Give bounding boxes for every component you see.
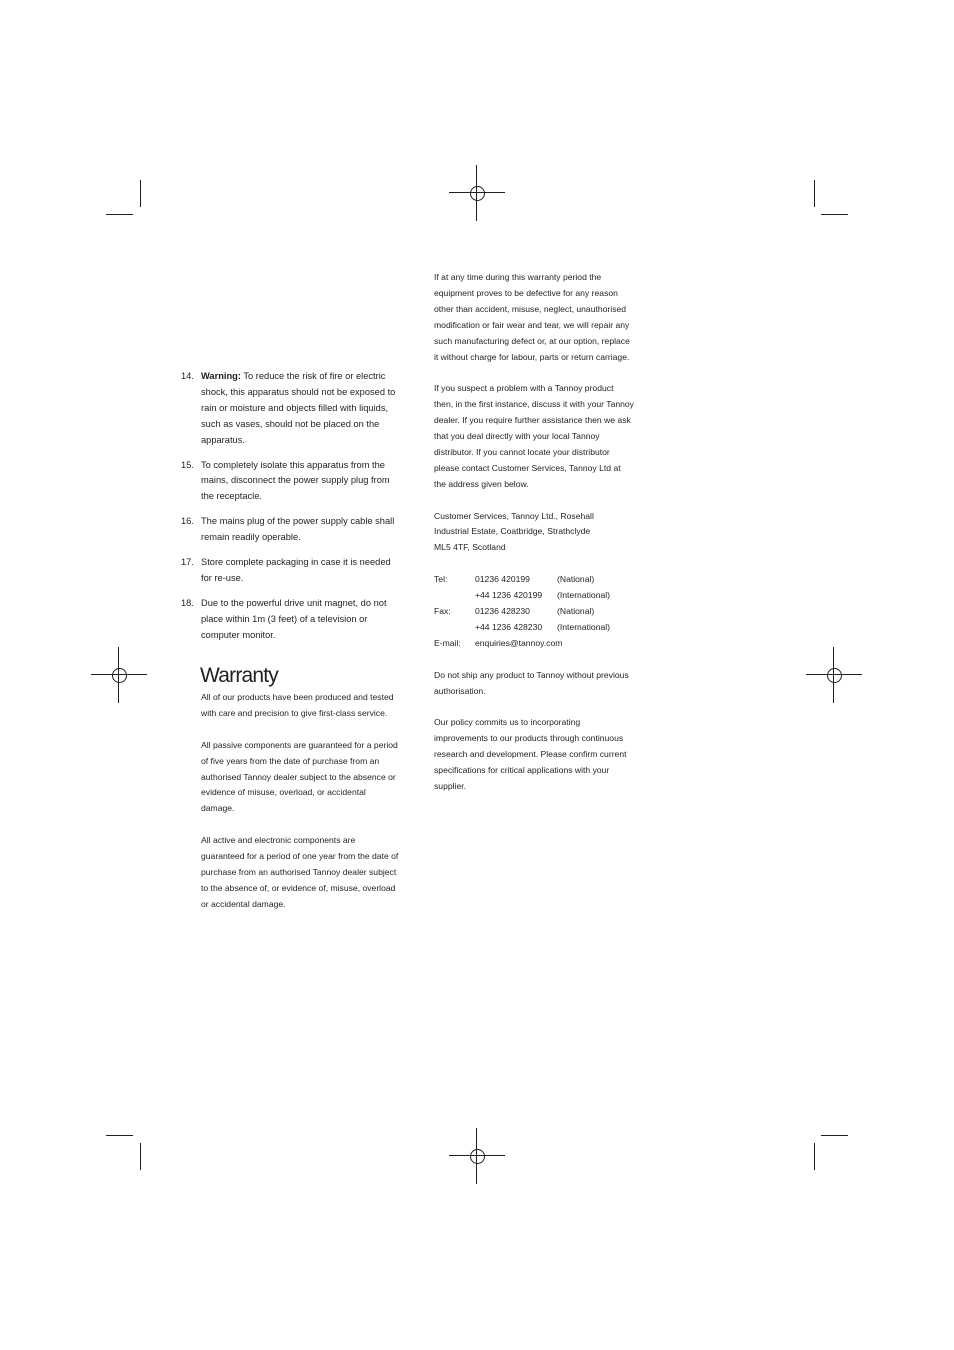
item-text: To completely isolate this apparatus from the mains, disconnect the power supply plug from the receptacle. xyxy=(201,459,390,502)
warranty-paragraph: All active and electronic components are guaranteed for a period of one year from the date of purchase from an authorised Tannoy dealer subject to the absence of, or evidence of, misuse, overload or accidental damage. xyxy=(201,835,399,909)
email-address: enquiries@tannoy.com xyxy=(475,637,563,648)
contact-row xyxy=(434,636,634,652)
contact-label: Fax: xyxy=(434,605,451,616)
crop-mark xyxy=(814,1143,815,1170)
address-line: ML5 4TF, Scotland xyxy=(434,542,506,553)
warning-label: Warning: xyxy=(201,371,241,381)
body-paragraph: If you suspect a problem with a Tannoy product then, in the first instance, discuss it with your Tannoy dealer. If you require further assistance then we ask that you deal directly with your local Tannoy distributor. If you cannot locate your distributor please contact Customer Services, Tannoy Ltd at the address given below. xyxy=(434,383,634,489)
address-line: Customer Services, Tannoy Ltd., Rosehall xyxy=(434,510,594,521)
crop-mark xyxy=(814,180,815,207)
warranty-heading: Warranty xyxy=(200,664,278,687)
contact-row xyxy=(434,588,634,604)
item-body: To reduce the risk of fire or electric shock, this apparatus should not be exposed to rain or moisture and objects filled with liquids, such as vases, should not be placed on the apparatus. xyxy=(201,371,396,445)
crop-mark xyxy=(140,1143,141,1170)
contact-number: 01236 420199 xyxy=(475,574,530,585)
crop-mark xyxy=(140,180,141,207)
safety-item xyxy=(181,458,401,506)
address-line: Industrial Estate, Coatbridge, Strathclyde xyxy=(434,526,591,537)
item-number: 17. xyxy=(181,557,194,568)
item-text: Due to the powerful drive unit magnet, do not place within 1m (3 feet) of a television or computer monitor. xyxy=(201,597,387,640)
contact-note: (International) xyxy=(557,590,611,601)
contact-label xyxy=(434,588,475,604)
warranty-paragraph: All of our products have been produced and tested with care and precision to give first-class service. xyxy=(201,692,394,718)
crop-mark xyxy=(821,214,848,215)
item-number: 14. xyxy=(181,371,194,381)
contact-label xyxy=(434,620,475,636)
safety-item xyxy=(181,596,401,644)
item-text: Store complete packaging in case it is needed for re-use. xyxy=(201,557,391,583)
contact-number: +44 1236 420199 xyxy=(475,590,543,601)
contact-label: E-mail: xyxy=(434,637,461,648)
contact-note: (National) xyxy=(557,574,595,585)
registration-mark xyxy=(449,1128,505,1184)
contact-note: (International) xyxy=(557,621,611,632)
warranty-continued xyxy=(434,270,634,811)
item-text: The mains plug of the power supply cable shall remain readily operable. xyxy=(201,516,395,543)
item-text xyxy=(201,369,401,449)
safety-instructions xyxy=(181,369,401,653)
crop-mark xyxy=(106,1135,133,1136)
body-paragraph: If at any time during this warranty period the equipment proves to be defective for any reason other than accident, misuse, neglect, unauthorised modification or fair wear and tear, we will repair any such manufacturing defect or, at our option, replace it without charge for labour, parts or return carriage. xyxy=(434,272,630,362)
registration-mark xyxy=(449,165,505,221)
item-number: 16. xyxy=(181,516,194,527)
registration-mark xyxy=(91,647,147,703)
registration-mark xyxy=(806,647,862,703)
contact-number: 01236 428230 xyxy=(475,605,530,616)
warranty-body xyxy=(201,690,401,929)
item-number: 15. xyxy=(181,459,194,470)
item-number: 18. xyxy=(181,597,194,608)
contact-row xyxy=(434,572,634,588)
body-paragraph: Do not ship any product to Tannoy without previous authorisation. xyxy=(434,669,629,696)
body-paragraph: Our policy commits us to incorporating improvements to our products through continuous research and development. Please confirm current specifications for critical applications with your supplier. xyxy=(434,717,627,791)
contact-number: +44 1236 428230 xyxy=(475,621,543,632)
contact-label: Tel: xyxy=(434,574,448,585)
safety-item xyxy=(181,555,401,587)
safety-item xyxy=(181,514,401,546)
address-block xyxy=(434,509,634,557)
warranty-paragraph: All passive components are guaranteed for a period of five years from the date of purchase from an authorised Tannoy dealer subject to the absence or evidence of misuse, overload, or accidental damage. xyxy=(201,739,398,814)
crop-mark xyxy=(106,214,133,215)
contact-row xyxy=(434,604,634,620)
crop-mark xyxy=(821,1135,848,1136)
contact-row xyxy=(434,620,634,636)
safety-item xyxy=(181,369,401,449)
contact-table xyxy=(434,572,634,652)
contact-note: (National) xyxy=(557,605,595,616)
